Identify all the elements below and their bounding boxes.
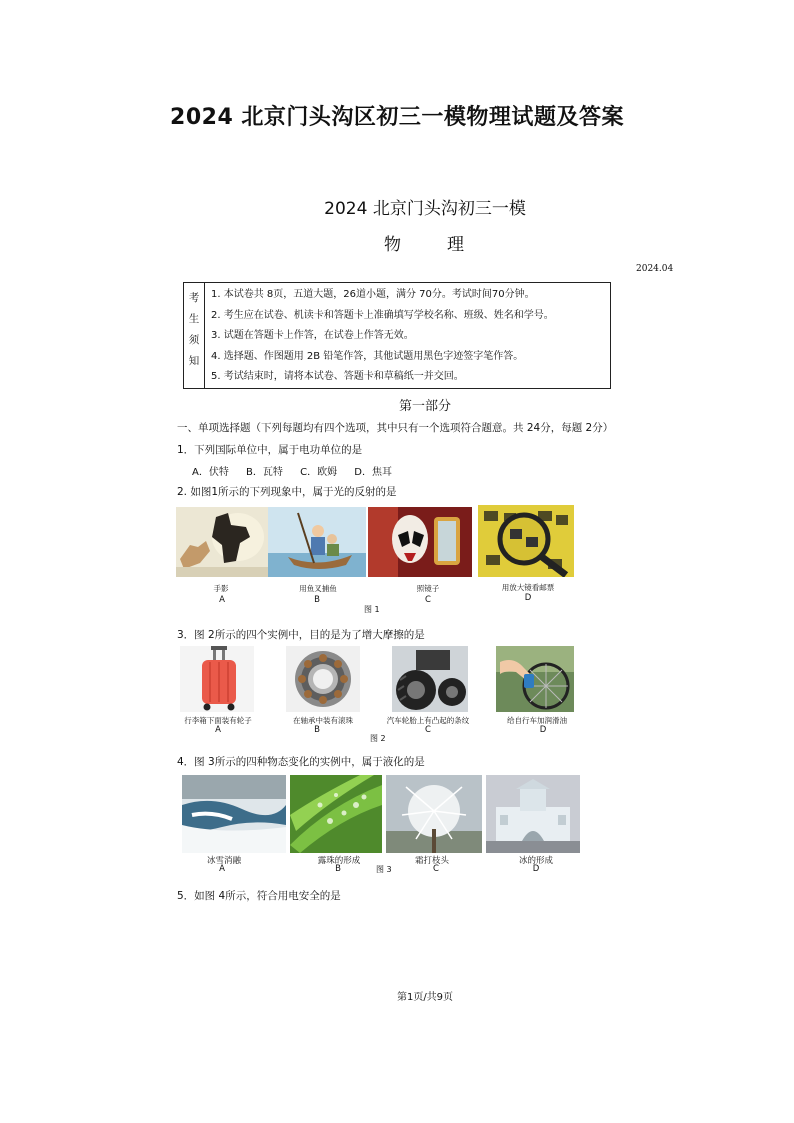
subject-char: 理 (447, 235, 466, 255)
figure-2-caption-c: 汽车轮胎上有凸起的条纹 (386, 716, 470, 725)
notice-label (184, 283, 205, 389)
figure-2-letter-b: B (314, 725, 320, 735)
figure-1-letter-d: D (524, 593, 532, 603)
figure-3-label: 图 3 (376, 865, 392, 874)
section-intro: 一、单项选择题（下列每题均有四个选项，其中只有一个选项符合题意。共 24分，每题 2分） (177, 422, 614, 434)
figure-1-caption-d: 用放大镜看邮票 (501, 583, 555, 592)
figure-3-letter-a: A (219, 864, 225, 874)
notice-label-char: 知 (188, 355, 200, 367)
fishing-boat-photo (268, 507, 366, 577)
figure-1-caption-b: 用鱼叉捕鱼 (299, 584, 337, 593)
frost-branch-photo (386, 775, 482, 853)
figure-2-caption-a: 行李箱下面装有轮子 (184, 716, 252, 725)
figure-1-letter-c: C (425, 595, 431, 605)
figure-2-letter-c: C (425, 725, 431, 735)
notice-item: 3. 试题在答题卡上作答，在试卷上作答无效。 (211, 330, 414, 342)
exam-subtitle: 2024 北京门头沟初三一模 (324, 199, 526, 219)
melting-snow-photo (182, 775, 286, 853)
figure-2-label: 图 2 (370, 734, 386, 743)
notice-label-char: 须 (188, 334, 200, 346)
notice-body (205, 283, 611, 389)
figure-3-caption-a: 冰雪消融 (206, 856, 241, 866)
figure-3-letter-d: D (532, 864, 540, 874)
figure-3-caption-b: 露珠的形成 (317, 856, 361, 866)
figure-2-caption-b: 在轴承中装有滚珠 (293, 716, 353, 725)
figure-1-letter-b: B (314, 595, 320, 605)
figure-1-caption-c: 照镜子 (416, 584, 440, 593)
document-title: 2024 北京门头沟区初三一模物理试题及答案 (170, 105, 624, 130)
option-c: C．欧姆 (300, 467, 338, 478)
figure-2-letter-a: A (215, 725, 221, 735)
figure-2-letter-d: D (539, 725, 547, 735)
question-2-stem: 2. 如图1所示的下列现象中，属于光的反射的是 (177, 486, 397, 498)
magnifier-stamp-photo (478, 505, 574, 577)
notice-item: 4. 选择题、作图题用 2B 铅笔作答，其他试题用黑色字迹签字笔作答。 (211, 350, 524, 362)
subject-title (0, 230, 794, 255)
question-1-stem: 1．下列国际单位中，属于电功单位的是 (177, 444, 363, 456)
hand-shadow-photo (176, 507, 268, 577)
figure-3-letter-c: C (433, 864, 439, 874)
page-footer: 第1页/共9页 (396, 992, 454, 1003)
notice-item: 2. 考生应在试卷、机读卡和答题卡上准确填写学校名称、班级、姓名和学号。 (211, 309, 554, 321)
figure-3-caption-d: 冰的形成 (518, 856, 553, 866)
figure-1-caption-a: 手影 (213, 584, 229, 593)
bike-lubricate-photo (496, 646, 574, 712)
figure-3-letter-b: B (335, 864, 341, 874)
option-b: B．瓦特 (246, 467, 283, 478)
ice-sculpture-photo (486, 775, 580, 853)
part-title: 第一部分 (398, 399, 451, 414)
figure-3-caption-c: 霜打枝头 (414, 856, 449, 866)
figure-2-caption-d: 给自行车加润滑油 (507, 716, 567, 725)
notice-label-char: 生 (188, 313, 200, 325)
notice-label-char: 考 (188, 292, 200, 304)
question-5-stem: 5．如图 4所示，符合用电安全的是 (177, 890, 341, 902)
subject-char: 物 (384, 235, 403, 255)
option-d: D．焦耳 (354, 467, 392, 478)
exam-date: 2024.04 (636, 264, 674, 274)
figure-1-label: 图 1 (364, 605, 380, 614)
dew-drops-photo (290, 775, 382, 853)
tractor-tire-photo (392, 646, 468, 712)
figure-1-letter-a: A (219, 595, 225, 605)
bearing-photo (286, 646, 360, 712)
suitcase-photo (180, 646, 254, 712)
question-3-stem: 3．图 2所示的四个实例中，目的是为了增大摩擦的是 (177, 629, 425, 641)
question-1-options (192, 463, 406, 478)
notice-item: 5. 考试结束时，请将本试卷、答题卡和草稿纸一并交回。 (211, 371, 464, 383)
candidate-notice-box (183, 282, 611, 389)
option-a: A．伏特 (192, 467, 229, 478)
mirror-photo (368, 507, 472, 577)
notice-item: 1. 本试卷共 8页，五道大题，26道小题，满分 70分。考试时间70分钟。 (211, 289, 535, 300)
question-4-stem: 4．图 3所示的四种物态变化的实例中，属于液化的是 (177, 756, 425, 768)
